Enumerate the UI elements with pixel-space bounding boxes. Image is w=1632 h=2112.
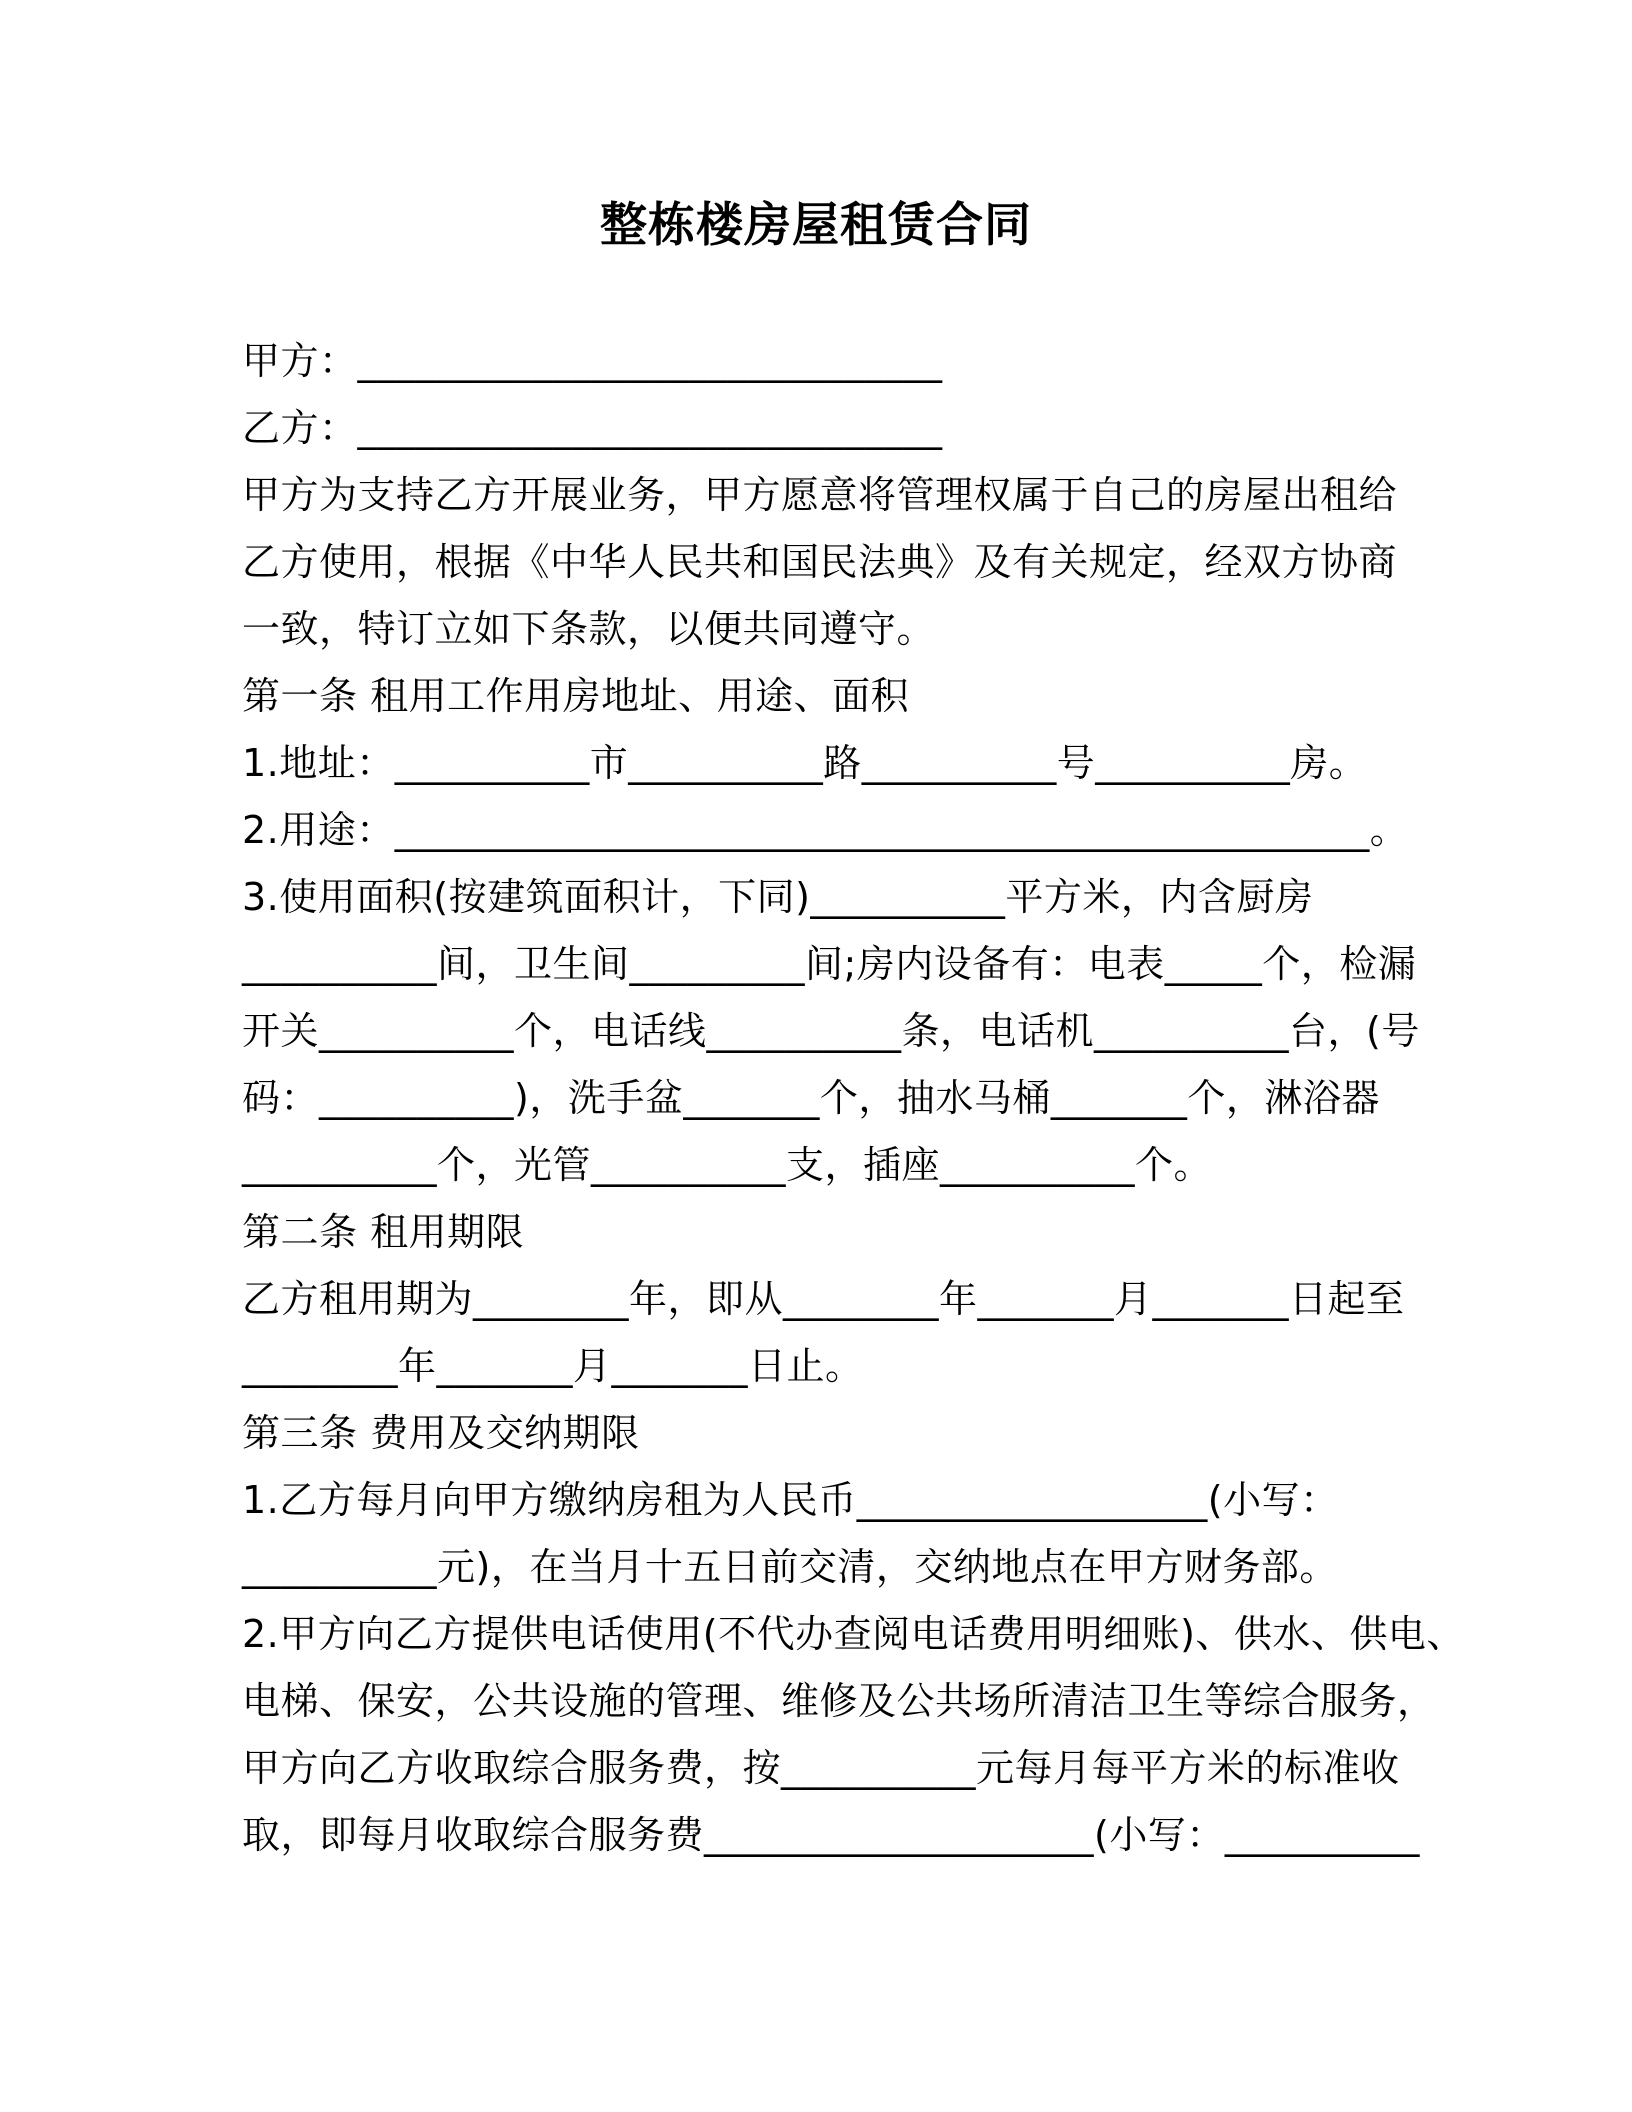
article-1-area-line-2: __________间，卫生间_________间;房内设备有：电表_____个，检漏 [242,942,1417,986]
article-1-address: 1.地址：__________市__________路__________号__________房。 [242,741,1368,785]
document-title: 整栋楼房屋租赁合同 [600,198,1032,253]
article-1-area-line-5: __________个，光管__________支，插座__________个。 [242,1143,1213,1187]
article-3-rent-line-2: __________元)，在当月十五日前交清，交纳地点在甲方财务部。 [242,1545,1338,1589]
article-1-usage: 2.用途：__________________________________________________。 [242,808,1409,852]
article-3-service-line-4: 取，即每月收取综合服务费____________________(小写：__________ [242,1813,1420,1857]
article-2-term-line-1: 乙方租用期为________年，即从________年_______月_______日起至 [242,1277,1405,1321]
preamble-line-1: 甲方为支持乙方开展业务，甲方愿意将管理权属于自己的房屋出租给 [242,473,1398,517]
article-3-rent-line-1: 1.乙方每月向甲方缴纳房租为人民币__________________(小写： [242,1478,1339,1522]
article-3-heading: 第三条 费用及交纳期限 [242,1411,640,1455]
party-a-line: 甲方：______________________________ [242,339,943,383]
preamble-line-3: 一致，特订立如下条款，以便共同遵守。 [242,607,936,651]
article-2-heading: 第二条 租用期限 [242,1210,525,1254]
article-1-heading: 第一条 租用工作用房地址、用途、面积 [242,674,910,718]
article-1-area-line-1: 3.使用面积(按建筑面积计，下同)__________平方米，内含厨房 [242,875,1314,919]
article-1-area-line-3: 开关__________个，电话线__________条，电话机__________台，(号 [242,1009,1420,1053]
preamble-line-2: 乙方使用，根据《中华人民共和国民法典》及有关规定，经双方协商 [242,540,1398,584]
contract-body [242,328,1465,1869]
party-b-line: 乙方：______________________________ [242,406,943,450]
article-3-service-line-3: 甲方向乙方收取综合服务费，按__________元每月每平方米的标准收 [242,1746,1400,1790]
article-1-area-line-4: 码：__________)，洗手盆_______个，抽水马桶_______个，淋浴器 [242,1076,1380,1120]
article-3-service-line-2: 电梯、保安，公共设施的管理、维修及公共场所清洁卫生等综合服务， [242,1679,1436,1723]
article-3-service-line-1: 2.甲方向乙方提供电话使用(不代办查阅电话费用明细账)、供水、供电、 [242,1612,1465,1656]
article-2-term-line-2: ________年_______月_______日止。 [242,1344,864,1388]
